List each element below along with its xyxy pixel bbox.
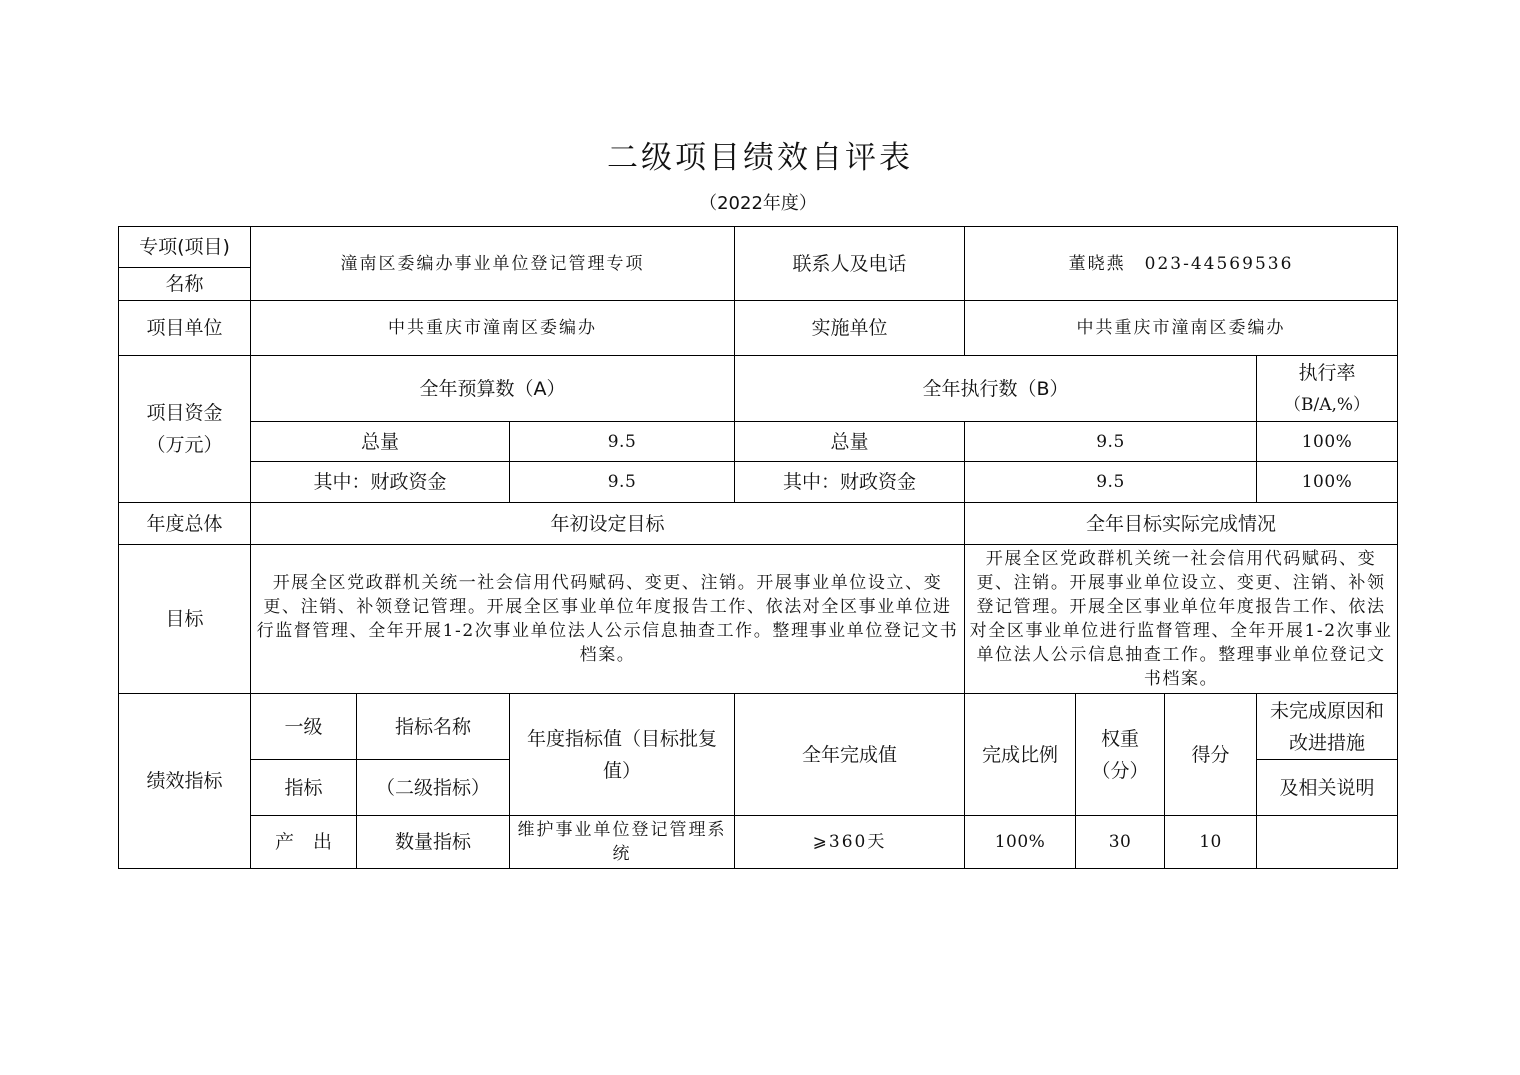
row-score: 10 — [1199, 832, 1222, 852]
project-name-value-cell — [251, 227, 735, 301]
level1-header-b: 指标 — [284, 776, 323, 799]
page-title: 二级项目绩效自评表 — [607, 140, 913, 176]
row-target-cell — [510, 816, 735, 869]
budget-fiscal-value-cell — [510, 462, 735, 503]
name-header-b-cell — [357, 760, 510, 816]
exec-fiscal-label: 其中：财政资金 — [783, 471, 917, 493]
funds-label-2: （万元） — [146, 434, 223, 456]
goals-label-2-cell — [119, 545, 251, 694]
goals-text-row — [119, 545, 1398, 694]
set-goal-text-cell — [251, 545, 965, 694]
row-actual-cell — [735, 816, 965, 869]
rate-header-1: 执行率 — [1298, 361, 1356, 384]
weight-header-a: 权重 — [1101, 727, 1140, 750]
total-rate-cell — [1257, 422, 1398, 462]
budget-total-value: 9.5 — [607, 431, 637, 452]
project-name-label-1: 专项(项目) — [139, 236, 230, 258]
exec-total-label: 总量 — [830, 430, 869, 453]
exec-fiscal-value: 9.5 — [1096, 472, 1125, 492]
goals-header-row — [119, 503, 1398, 545]
goals-label-2: 目标 — [165, 608, 204, 630]
ratio-header-cell — [965, 694, 1076, 816]
actual-goal-header-cell — [965, 503, 1398, 545]
score-header: 得分 — [1191, 743, 1230, 766]
row-level1: 产 出 — [274, 831, 332, 853]
name-header-b: （二级指标） — [375, 776, 490, 799]
score-header-cell — [1165, 694, 1257, 816]
indicators-label-cell — [119, 694, 251, 869]
goals-label-1-cell — [119, 503, 251, 545]
target-header-cell — [510, 694, 735, 816]
project-unit-label: 项目单位 — [146, 317, 223, 339]
actual-goal-header: 全年目标实际完成情况 — [1086, 512, 1277, 535]
row-level1-cell — [251, 816, 357, 869]
level1-header-a: 一级 — [284, 715, 323, 738]
exec-total-value: 9.5 — [1096, 431, 1125, 452]
project-name-label-2: 名称 — [165, 273, 204, 295]
contact-value: 董晓燕 023-44569536 — [1068, 253, 1294, 274]
budget-header: 全年预算数（A） — [419, 377, 566, 400]
project-unit-value-cell — [251, 301, 735, 356]
budget-fiscal-value: 9.5 — [607, 472, 637, 492]
row-actual: ⩾360天 — [812, 832, 887, 852]
actual-header: 全年完成值 — [802, 743, 898, 766]
project-name-label-bottom — [119, 268, 251, 301]
target-header-a: 年度指标值（目标批复 — [527, 727, 718, 750]
budget-total-value-cell — [510, 422, 735, 462]
level1-header-b-cell — [251, 760, 357, 816]
reason-header-a: 未完成原因和 — [1270, 699, 1385, 722]
row-name: 数量指标 — [394, 831, 471, 853]
rate-header-2: （B/A,%） — [1284, 394, 1371, 415]
row-target: 维护事业单位登记管理系统 — [517, 820, 727, 864]
budget-header-cell — [251, 356, 735, 422]
reason-header-c: 及相关说明 — [1279, 776, 1375, 799]
set-goal-header-cell — [251, 503, 965, 545]
exec-fiscal-label-cell — [735, 462, 965, 503]
ratio-header: 完成比例 — [982, 743, 1059, 766]
set-goal-header: 年初设定目标 — [550, 512, 665, 535]
page-subtitle-year: （2022年度） — [699, 193, 817, 214]
table-row — [119, 816, 1398, 869]
rate-header-cell — [1257, 356, 1398, 422]
funds-header-row — [119, 356, 1398, 422]
evaluation-form-table — [118, 226, 1398, 869]
row-weight-cell — [1076, 816, 1165, 869]
project-name-label-top — [119, 227, 251, 268]
funds-label-cell — [119, 356, 251, 503]
exec-fiscal-value-cell — [965, 462, 1257, 503]
set-goal-text: 开展全区党政群机关统一社会信用代码赋码、变更、注销。开展事业单位设立、变更、注销、补领登记管理。开展全区事业单位年度报告工作、依法对全区事业单位进行监督管理、全年开展1-2次事业单位法人公示信息抽查工作。整理事业单位登记文书档案。 — [256, 573, 959, 665]
actual-header-cell — [735, 694, 965, 816]
row-ratio-cell — [965, 816, 1076, 869]
target-header-b: 值） — [603, 759, 642, 782]
row-reason-cell — [1257, 816, 1398, 869]
project-name-value: 潼南区委编办事业单位登记管理专项 — [340, 253, 645, 274]
funds-total-row — [119, 422, 1398, 462]
row-name-cell — [357, 816, 510, 869]
level1-header-a-cell — [251, 694, 357, 760]
goals-label-1: 年度总体 — [146, 512, 223, 535]
contact-label: 联系人及电话 — [792, 252, 907, 275]
funds-label-1: 项目资金 — [146, 402, 223, 424]
reason-header-c-cell — [1257, 760, 1398, 816]
exec-total-label-cell — [735, 422, 965, 462]
project-name-row — [119, 227, 1398, 268]
project-unit-row — [119, 301, 1398, 356]
indicators-label: 绩效指标 — [146, 770, 223, 792]
exec-total-value-cell — [965, 422, 1257, 462]
actual-goal-text-cell — [965, 545, 1398, 694]
contact-label-cell — [735, 227, 965, 301]
budget-fiscal-label: 其中：财政资金 — [313, 471, 447, 493]
name-header-a-cell — [357, 694, 510, 760]
impl-unit-value: 中共重庆市潼南区委编办 — [1076, 318, 1286, 338]
fiscal-rate: 100% — [1301, 472, 1353, 492]
weight-header-b: （分） — [1091, 759, 1149, 782]
weight-header-cell — [1076, 694, 1165, 816]
total-rate: 100% — [1301, 431, 1353, 452]
name-header-a: 指标名称 — [394, 715, 471, 738]
actual-goal-text: 开展全区党政群机关统一社会信用代码赋码、变更、注销。开展事业单位设立、变更、注销、补领登记管理。开展全区事业单位年度报告工作、依法对全区事业单位进行监督管理、全年开展1-2次事业单位法人公示信息抽查工作。整理事业单位登记文书档案。 — [969, 549, 1393, 689]
impl-unit-label: 实施单位 — [811, 317, 888, 339]
budget-total-label-cell — [251, 422, 510, 462]
project-unit-label-cell — [119, 301, 251, 356]
impl-unit-label-cell — [735, 301, 965, 356]
budget-total-label: 总量 — [360, 430, 399, 453]
row-score-cell — [1165, 816, 1257, 869]
indicators-header-row-1 — [119, 694, 1398, 760]
project-unit-value: 中共重庆市潼南区委编办 — [388, 318, 597, 338]
row-ratio: 100% — [994, 832, 1046, 852]
impl-unit-value-cell — [965, 301, 1398, 356]
fiscal-rate-cell — [1257, 462, 1398, 503]
funds-fiscal-row — [119, 462, 1398, 503]
row-weight: 30 — [1108, 832, 1132, 852]
exec-header: 全年执行数（B） — [922, 377, 1069, 400]
exec-header-cell — [735, 356, 1257, 422]
budget-fiscal-label-cell — [251, 462, 510, 503]
reason-header-b: 改进措施 — [1289, 731, 1366, 754]
contact-value-cell — [965, 227, 1398, 301]
reason-header-a-cell — [1257, 694, 1398, 760]
